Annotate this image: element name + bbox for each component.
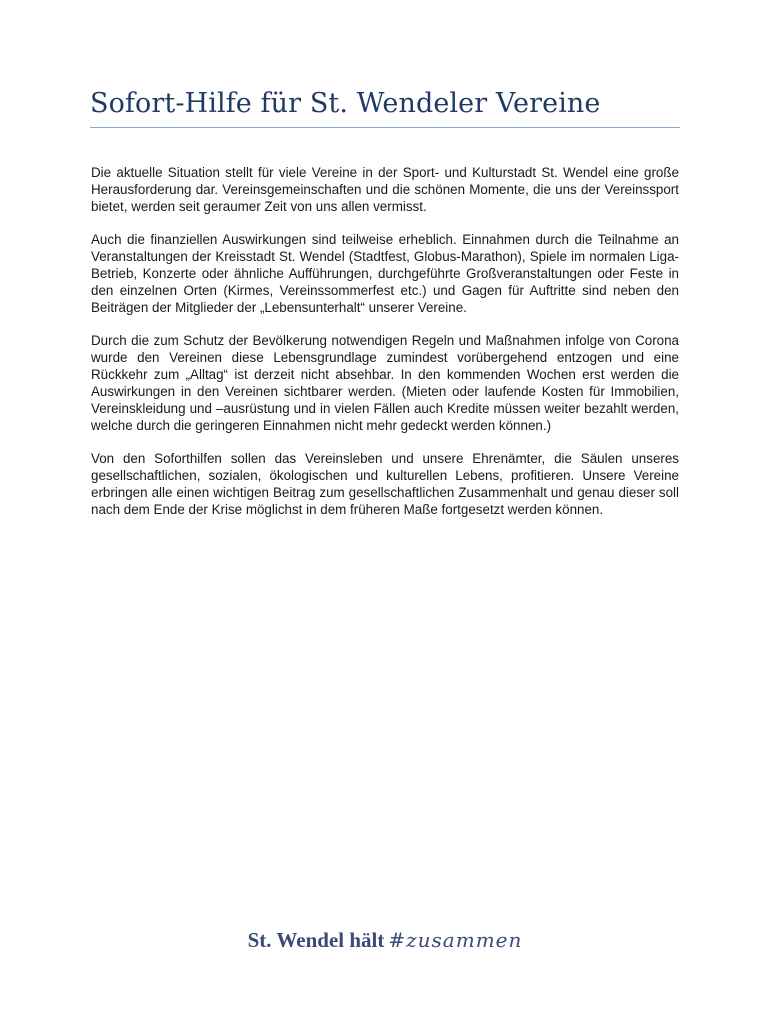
title-underline bbox=[90, 127, 680, 128]
footer-slogan-text: St. Wendel hält bbox=[247, 928, 385, 952]
document-body bbox=[91, 164, 679, 534]
footer-hashtag: #zusammen bbox=[388, 928, 523, 952]
paragraph-emergency-aid: Von den Soforthilfen sollen das Vereinsleben und unsere Ehrenämter, die Säulen unseres gesellschaftlichen, sozialen, ökologischen und kulturellen Lebens, profitieren. Unsere Vereine erbringen alle einen wichtigen Beitrag zum gesellschaftlichen Zusammenhalt und genau dieser soll nach dem Ende der Krise möglichst in dem früheren Maße fortgesetzt werden können. bbox=[91, 451, 679, 517]
paragraph-corona-measures: Durch die zum Schutz der Bevölkerung notwendigen Regeln und Maßnahmen infolge von Corona wurde den Vereinen diese Lebensgrundlage zumindest vorübergehend entzogen und eine Rückkehr zum „Alltag“ ist derzeit nicht absehbar. In den kommenden Wochen erst werden die Auswirkungen in den Vereinen sichtbarer werden. (Mieten oder laufende Kosten für Immobilien, Vereinskleidung und –ausrüstung und in vielen Fällen auch Kredite müssen weiter bezahlt werden, welche durch die geringeren Einnahmen nicht mehr gedeckt werden können.) bbox=[91, 333, 679, 433]
page-title: Sofort-Hilfe für St. Wendeler Vereine bbox=[90, 88, 601, 119]
footer-slogan bbox=[0, 928, 770, 953]
paragraph-financial-impact: Auch die finanziellen Auswirkungen sind teilweise erheblich. Einnahmen durch die Teilnahme an Veranstaltungen der Kreisstadt St. Wendel (Stadtfest, Globus-Marathon), Spiele im normalen Liga-Betrieb, Konzerte oder ähnliche Aufführungen, durchgeführte Großveranstaltungen oder Feste in den einzelnen Orten (Kirmes, Vereinssommerfest etc.) und Gagen für Auftritte sind neben den Beiträgen der Mitglieder der „Lebensunterhalt“ unserer Vereine. bbox=[91, 232, 679, 315]
paragraph-situation: Die aktuelle Situation stellt für viele Vereine in der Sport- und Kulturstadt St. Wendel eine große Herausforderung dar. Vereinsgemeinschaften und die schönen Momente, die uns der Vereinssport bietet, werden seit geraumer Zeit von uns allen vermisst. bbox=[91, 165, 679, 214]
